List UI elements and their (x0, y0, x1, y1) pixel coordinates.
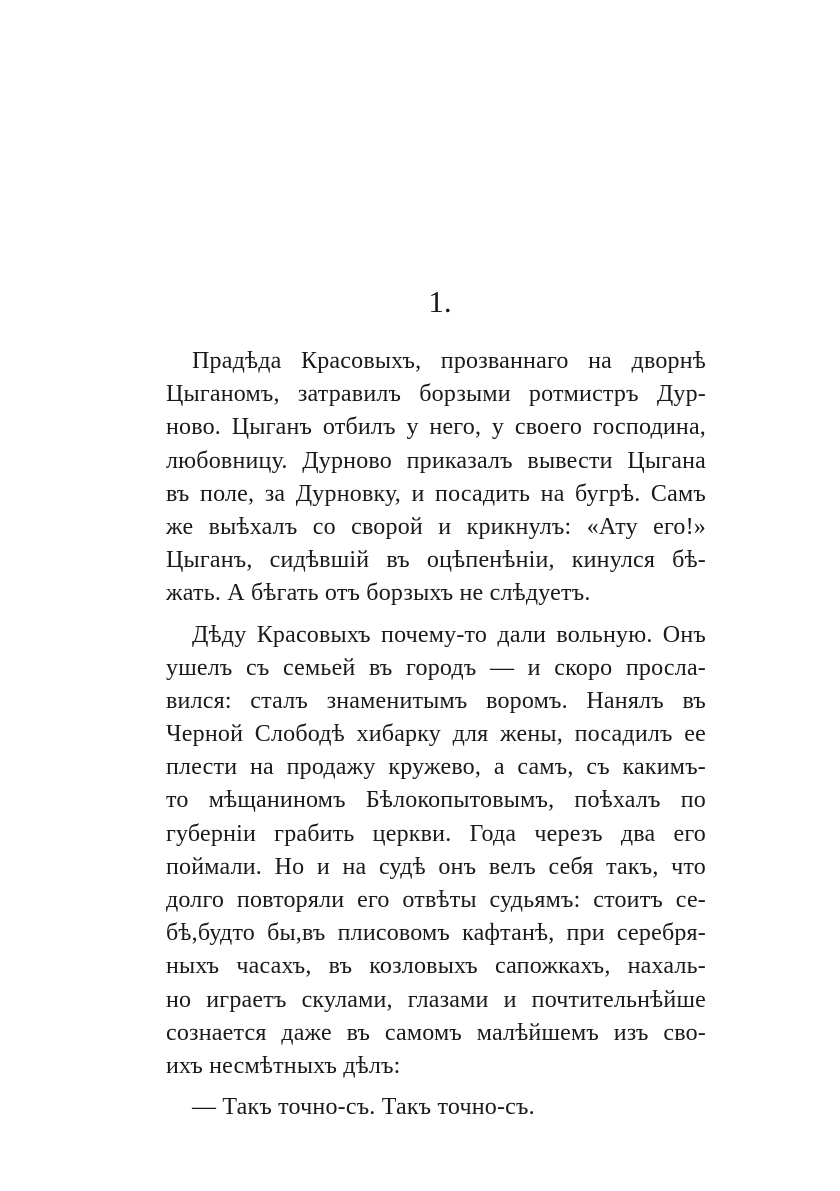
text-line: поймали. Но и на судѣ онъ велъ себя такъ, что (166, 853, 706, 880)
text-line: сознается даже въ самомъ малѣйшемъ изъ сво- (166, 1019, 706, 1046)
text-line: любовницу. Дурново приказалъ вывести Цыгана (166, 447, 706, 474)
paragraph-gap (166, 611, 706, 619)
text-line: бѣ,будто бы,въ плисовомъ кафтанѣ, при серебря- (166, 920, 706, 947)
text-line: Цыганъ, сидѣвшій въ оцѣпенѣніи, кинулся бѣ- (166, 547, 706, 574)
paragraph (166, 619, 706, 1084)
text-line: ныхъ часахъ, въ козловыхъ сапожкахъ, нахаль- (166, 953, 706, 980)
text-line: вился: сталъ знаменитымъ воромъ. Нанялъ въ (166, 687, 706, 714)
paragraph-gap (166, 1083, 706, 1091)
text-line: ихъ несмѣтныхъ дѣлъ: (166, 1052, 401, 1079)
text-line: долго повторяли его отвѣты судьямъ: стоитъ се- (166, 887, 706, 913)
text-line: ушелъ съ семьей въ городъ — и скоро просла- (166, 654, 706, 681)
paragraph (166, 345, 706, 611)
text-line: но играетъ скулами, глазами и почтительнѣйше (166, 986, 706, 1013)
text-line: Цыганомъ, затравилъ борзыми ротмистръ Дур- (166, 381, 706, 408)
body-text (166, 345, 706, 1124)
text-line: губерніи грабить церкви. Года черезъ два его (166, 820, 706, 847)
text-line: ново. Цыганъ отбилъ у него, у своего господина, (166, 414, 706, 441)
text-line: жать. А бѣгать отъ борзыхъ не слѣдуетъ. (166, 580, 591, 607)
text-line: то мѣщаниномъ Бѣлокопытовымъ, поѣхалъ по (166, 787, 706, 814)
text-line: Прадѣда Красовыхъ, прозваннаго на дворнѣ (192, 348, 706, 374)
text-line: Черной Слободѣ хибарку для жены, посадилъ ее (166, 721, 706, 748)
paragraph (166, 1091, 706, 1124)
text-line: плести на продажу кружево, а самъ, съ какимъ- (166, 754, 706, 781)
text-line: въ поле, за Дурновку, и посадить на бугрѣ. Самъ (166, 480, 706, 507)
text-line: — Такъ точно-съ. Такъ точно-съ. (192, 1094, 535, 1121)
text-line: же выѣхалъ со сворой и крикнулъ: «Ату его!» (166, 513, 706, 540)
chapter-number: 1. (428, 284, 452, 319)
text-line: Дѣду Красовыхъ почему-то дали вольную. Онъ (192, 621, 706, 648)
